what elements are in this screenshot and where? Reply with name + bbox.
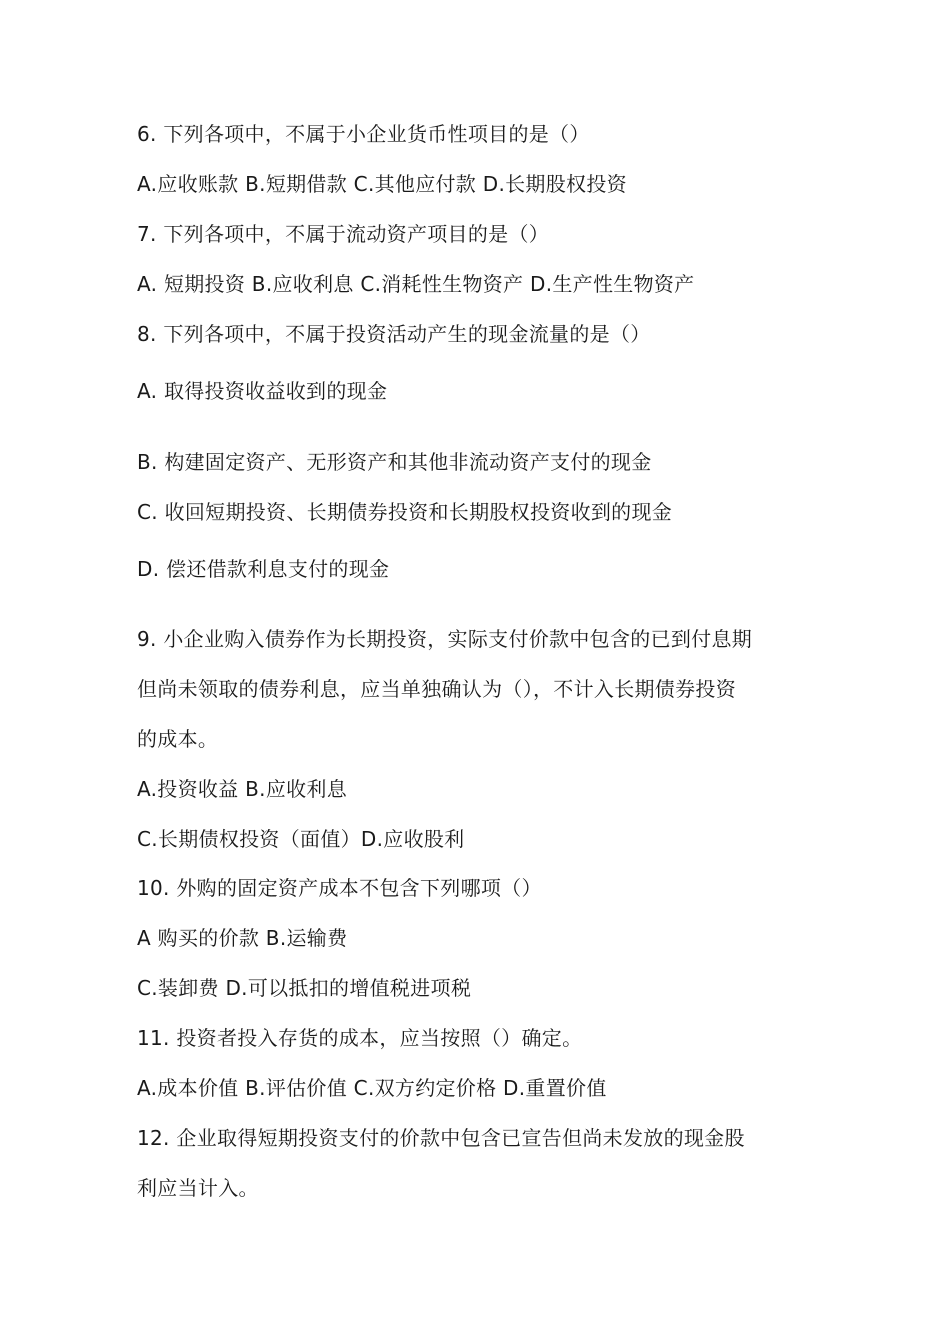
question-8: 8. 下列各项中，不属于投资活动产生的现金流量的是（）: [137, 322, 651, 346]
question-10-options-1: A 购买的价款 B.运输费: [137, 926, 348, 950]
question-8-option-a: A. 取得投资收益收到的现金: [137, 379, 388, 403]
question-6: 6. 下列各项中，不属于小企业货币性项目的是（）: [137, 122, 590, 146]
question-10-options-2: C.装卸费 D.可以抵扣的增值税进项税: [137, 976, 472, 1000]
question-10: 10. 外购的固定资产成本不包含下列哪项（）: [137, 876, 542, 900]
question-9-line-1: 9. 小企业购入债券作为长期投资，实际支付价款中包含的已到付息期: [137, 627, 753, 651]
question-7-options: A. 短期投资 B.应收利息 C.消耗性生物资产 D.生产性生物资产: [137, 272, 695, 296]
question-6-options: A.应收账款 B.短期借款 C.其他应付款 D.长期股权投资: [137, 172, 627, 196]
question-7: 7. 下列各项中，不属于流动资产项目的是（）: [137, 222, 550, 246]
question-12-line-2: 利应当计入。: [137, 1176, 259, 1200]
question-9-options-2: C.长期债权投资（面值）D.应收股利: [137, 827, 465, 851]
question-8-option-b: B. 构建固定资产、无形资产和其他非流动资产支付的现金: [137, 450, 652, 474]
question-9-line-3: 的成本。: [137, 727, 219, 751]
question-12-line-1: 12. 企业取得短期投资支付的价款中包含已宣告但尚未发放的现金股: [137, 1126, 745, 1150]
question-11-options: A.成本价值 B.评估价值 C.双方约定价格 D.重置价值: [137, 1076, 607, 1100]
question-9-options-1: A.投资收益 B.应收利息: [137, 777, 348, 801]
question-11: 11. 投资者投入存货的成本，应当按照（）确定。: [137, 1026, 583, 1050]
question-8-option-d: D. 偿还借款利息支付的现金: [137, 557, 390, 581]
question-8-option-c: C. 收回短期投资、长期债券投资和长期股权投资收到的现金: [137, 500, 673, 524]
question-9-line-2: 但尚未领取的债券利息，应当单独确认为（），不计入长期债券投资: [137, 677, 736, 701]
